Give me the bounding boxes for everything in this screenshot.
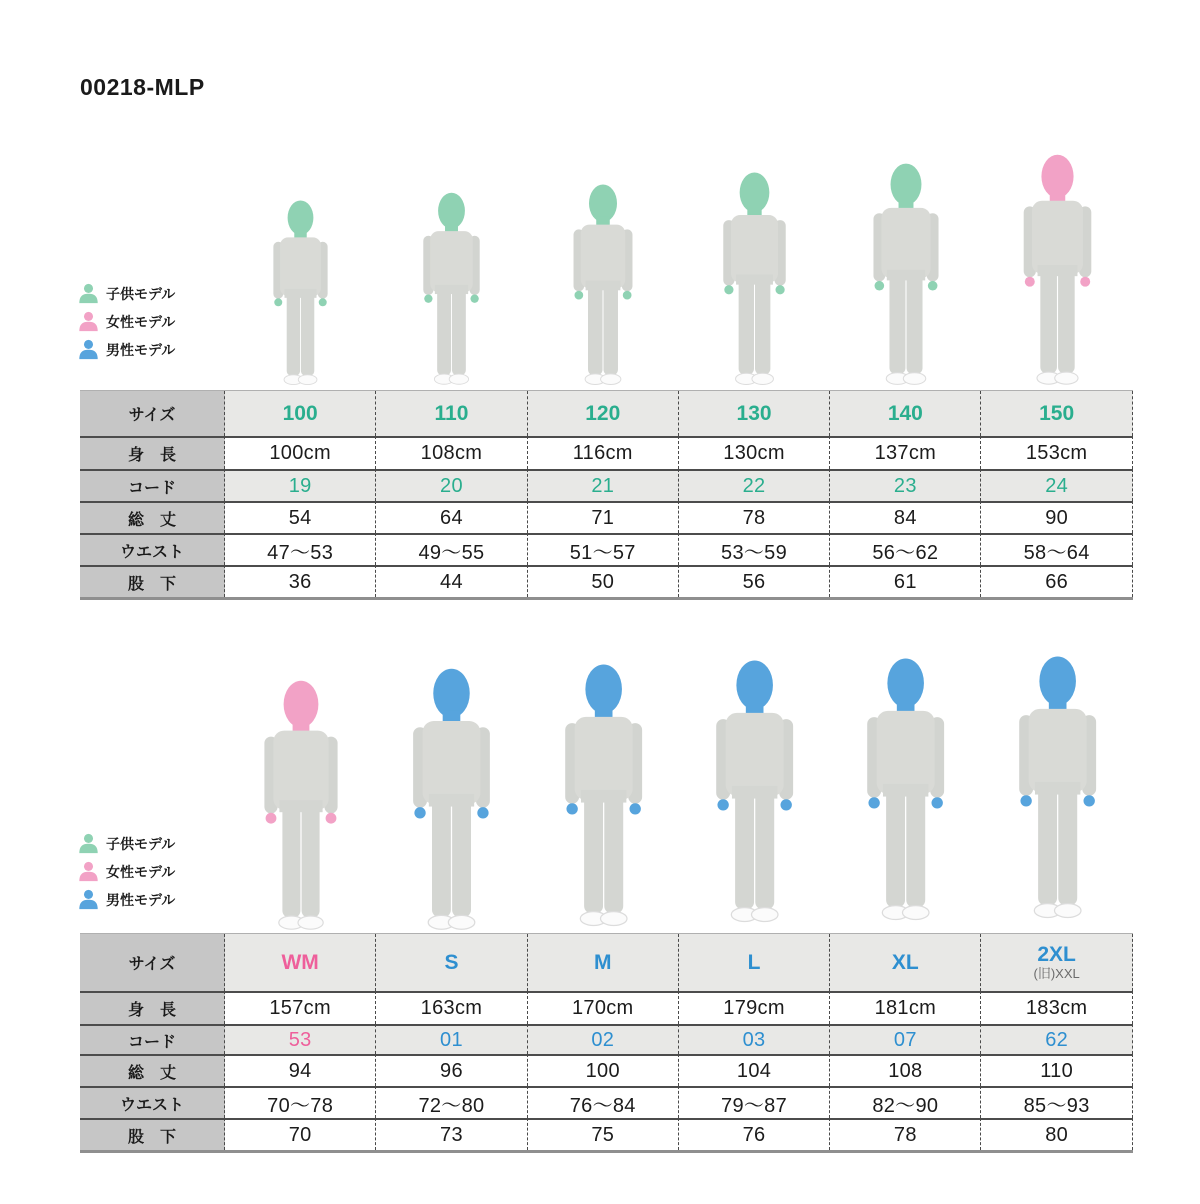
person-icon [78, 889, 99, 910]
size-label: XL [891, 950, 919, 974]
row-label-code: コード [80, 469, 225, 501]
height-value: 183cm [1025, 997, 1088, 1019]
person-silhouette [528, 660, 679, 930]
size-header-cell [528, 391, 679, 436]
waist-value: 82〜90 [872, 1094, 939, 1117]
height-value: 163cm [420, 997, 483, 1019]
size-label: 150 [1039, 401, 1075, 425]
person-icon [78, 861, 99, 882]
code-value-cell [528, 469, 679, 501]
size-label: 140 [887, 401, 923, 425]
height-value: 170cm [571, 997, 634, 1019]
row-label-height: 身 長 [80, 436, 225, 469]
waist-value-cell [679, 533, 830, 565]
code-value-cell [981, 1024, 1132, 1054]
code-value: 23 [893, 474, 917, 497]
inseam-value-cell [830, 565, 981, 597]
code-value: 53 [288, 1028, 312, 1051]
legend-item-kid [78, 283, 175, 304]
height-value: 179cm [723, 997, 785, 1019]
waist-value-cell [528, 533, 679, 565]
inseam-value-cell [528, 1118, 679, 1150]
height-value-cell [981, 991, 1132, 1024]
code-value-cell [679, 469, 830, 501]
waist-value: 76〜84 [569, 1094, 636, 1117]
legend-label: 子供モデル [106, 285, 176, 302]
person-icon [78, 283, 99, 304]
code-value-cell [376, 469, 527, 501]
size-label: WM [281, 950, 319, 974]
adult-model-figures [225, 645, 1133, 930]
size-label: 110 [434, 401, 469, 425]
height-value-cell [376, 436, 527, 469]
size-header-cell [225, 391, 376, 436]
row-label-waist: ウエスト [80, 533, 225, 565]
height-value-cell [225, 436, 376, 469]
person-silhouette [693, 172, 816, 385]
row-label-code: コード [80, 1024, 225, 1054]
row-label-inseam: 股 下 [80, 1118, 225, 1150]
length-value: 54 [288, 506, 312, 529]
length-value: 100 [585, 1059, 620, 1082]
waist-value: 49〜55 [418, 541, 485, 564]
length-value: 90 [1045, 506, 1069, 529]
inseam-value-cell [376, 1118, 527, 1150]
inseam-value-cell [679, 565, 830, 597]
length-value-cell [225, 1054, 376, 1086]
height-value-cell [981, 436, 1132, 469]
code-value-cell [679, 1024, 830, 1054]
model-figure-130 [679, 172, 830, 385]
waist-value-cell [376, 1086, 527, 1118]
code-value-cell [225, 1024, 376, 1054]
size-header-cell [376, 934, 527, 991]
height-value: 130cm [723, 442, 785, 464]
adult-size-table [80, 933, 1133, 1153]
length-value-cell [528, 501, 679, 533]
code-value: 20 [440, 474, 463, 497]
height-value-cell [225, 991, 376, 1024]
length-value: 71 [591, 506, 615, 529]
waist-value: 79〜87 [721, 1094, 788, 1117]
waist-value: 53〜59 [721, 541, 788, 564]
inseam-value-cell [528, 565, 679, 597]
model-figure-S [376, 668, 527, 930]
row-label-inseam: 股 下 [80, 565, 225, 597]
code-value: 21 [591, 474, 615, 497]
waist-value: 56〜62 [872, 541, 939, 564]
model-figure-110 [376, 192, 527, 385]
inseam-value: 66 [1045, 570, 1069, 593]
waist-value-cell [830, 533, 981, 565]
person-icon [78, 833, 99, 854]
inseam-value: 36 [288, 570, 312, 593]
length-value: 96 [440, 1059, 463, 1082]
inseam-value: 61 [893, 570, 917, 593]
height-value: 153cm [1025, 442, 1088, 464]
inseam-value: 75 [591, 1123, 615, 1146]
inseam-value: 76 [742, 1123, 766, 1146]
legend-label: 女性モデル [106, 863, 176, 880]
height-value: 181cm [874, 997, 937, 1019]
size-label: L [747, 950, 761, 974]
waist-value: 51〜57 [569, 541, 636, 564]
legend-label: 男性モデル [106, 341, 176, 358]
size-label: 130 [736, 401, 772, 425]
waist-value: 72〜80 [418, 1094, 485, 1117]
waist-value: 85〜93 [1023, 1094, 1090, 1117]
size-header-cell [830, 934, 981, 991]
length-value: 78 [742, 506, 766, 529]
legend-item-female [78, 311, 175, 332]
person-silhouette [842, 163, 970, 385]
inseam-value: 56 [742, 570, 766, 593]
height-value-cell [830, 436, 981, 469]
inseam-value-cell [679, 1118, 830, 1150]
code-value-cell [830, 469, 981, 501]
size-header-cell [679, 934, 830, 991]
length-value: 94 [288, 1059, 312, 1082]
length-value: 104 [736, 1059, 772, 1082]
waist-value-cell [528, 1086, 679, 1118]
person-silhouette [396, 192, 507, 385]
waist-value-cell [981, 1086, 1132, 1118]
waist-value-cell [981, 533, 1132, 565]
model-figure-M [528, 660, 679, 930]
code-value-cell [528, 1024, 679, 1054]
size-label: M [593, 950, 612, 974]
height-value: 108cm [420, 442, 483, 464]
person-silhouette [991, 154, 1124, 385]
waist-value-cell [225, 533, 376, 565]
length-value-cell [679, 501, 830, 533]
inseam-value: 78 [893, 1123, 917, 1146]
size-header-cell [830, 391, 981, 436]
height-value-cell [679, 991, 830, 1024]
length-value-cell [679, 1054, 830, 1086]
inseam-value: 80 [1045, 1123, 1069, 1146]
product-code-title: 00218-MLP [80, 74, 205, 100]
code-value: 24 [1045, 474, 1069, 497]
person-icon [78, 311, 99, 332]
waist-value-cell [225, 1086, 376, 1118]
inseam-value-cell [225, 1118, 376, 1150]
model-figure-2XL [982, 644, 1133, 930]
person-silhouette [376, 668, 527, 930]
model-figure-140 [830, 163, 981, 385]
size-header-cell [981, 391, 1132, 436]
model-color-legend-top [78, 283, 175, 360]
person-silhouette [679, 652, 830, 930]
size-header-cell [376, 391, 527, 436]
length-value-cell [225, 501, 376, 533]
length-value: 64 [440, 506, 463, 529]
person-silhouette [982, 644, 1133, 930]
inseam-value: 73 [440, 1123, 463, 1146]
inseam-value-cell [981, 565, 1132, 597]
person-silhouette [830, 648, 981, 930]
person-icon [78, 339, 99, 360]
row-label-size: サイズ [80, 391, 225, 436]
size-label: S [444, 950, 459, 974]
inseam-value: 50 [591, 570, 615, 593]
size-header-cell [225, 934, 376, 991]
legend-item-male [78, 889, 175, 910]
height-value: 100cm [269, 442, 331, 464]
model-color-legend-bottom [78, 833, 175, 910]
inseam-value-cell [981, 1118, 1132, 1150]
length-value-cell [528, 1054, 679, 1086]
waist-value: 70〜78 [267, 1094, 334, 1117]
height-value: 137cm [874, 442, 937, 464]
inseam-value-cell [376, 565, 527, 597]
size-header-cell [528, 934, 679, 991]
inseam-value: 44 [440, 570, 463, 593]
size-label: 120 [585, 401, 621, 425]
code-value: 02 [591, 1028, 615, 1051]
kids-model-figures [225, 150, 1133, 385]
model-figure-150 [982, 154, 1133, 385]
height-value-cell [679, 436, 830, 469]
length-value-cell [981, 501, 1132, 533]
code-value: 22 [742, 474, 766, 497]
length-value: 108 [888, 1059, 923, 1082]
person-silhouette [545, 184, 661, 385]
model-figure-100 [225, 200, 376, 385]
code-value: 19 [288, 474, 312, 497]
code-value: 03 [742, 1028, 766, 1051]
person-silhouette [229, 680, 373, 930]
waist-value: 58〜64 [1023, 541, 1090, 564]
inseam-value-cell [830, 1118, 981, 1150]
height-value-cell [376, 991, 527, 1024]
length-value: 84 [893, 506, 917, 529]
waist-value-cell [376, 533, 527, 565]
legend-item-female [78, 861, 175, 882]
legend-item-kid [78, 833, 175, 854]
length-value-cell [376, 501, 527, 533]
row-label-height: 身 長 [80, 991, 225, 1024]
size-header-cell [679, 391, 830, 436]
code-value: 01 [440, 1028, 463, 1051]
legend-item-male [78, 339, 175, 360]
model-figure-WM [225, 680, 376, 930]
code-value-cell [830, 1024, 981, 1054]
size-note: (旧)XXL [1033, 966, 1080, 982]
height-value-cell [528, 436, 679, 469]
legend-label: 女性モデル [106, 313, 176, 330]
code-value-cell [225, 469, 376, 501]
row-label-length: 総 丈 [80, 501, 225, 533]
code-value-cell [376, 1024, 527, 1054]
kids-size-table [80, 390, 1133, 600]
length-value-cell [830, 1054, 981, 1086]
model-figure-XL [830, 648, 981, 930]
code-value: 62 [1045, 1028, 1069, 1051]
inseam-value: 70 [288, 1123, 312, 1146]
legend-label: 子供モデル [106, 835, 176, 852]
size-header-cell [981, 934, 1132, 991]
person-silhouette [247, 200, 354, 385]
height-value: 116cm [572, 442, 633, 464]
code-value: 07 [893, 1028, 917, 1051]
row-label-size: サイズ [80, 934, 225, 991]
size-label: 2XL [1037, 943, 1076, 967]
waist-value: 47〜53 [267, 541, 334, 564]
row-label-length: 総 丈 [80, 1054, 225, 1086]
waist-value-cell [830, 1086, 981, 1118]
size-label: 100 [282, 401, 318, 425]
legend-label: 男性モデル [106, 891, 176, 908]
model-figure-120 [528, 184, 679, 385]
length-value: 110 [1040, 1059, 1074, 1082]
height-value-cell [830, 991, 981, 1024]
length-value-cell [376, 1054, 527, 1086]
waist-value-cell [679, 1086, 830, 1118]
code-value-cell [981, 469, 1132, 501]
length-value-cell [981, 1054, 1132, 1086]
height-value: 157cm [269, 997, 331, 1019]
row-label-waist: ウエスト [80, 1086, 225, 1118]
inseam-value-cell [225, 565, 376, 597]
length-value-cell [830, 501, 981, 533]
height-value-cell [528, 991, 679, 1024]
model-figure-L [679, 652, 830, 930]
